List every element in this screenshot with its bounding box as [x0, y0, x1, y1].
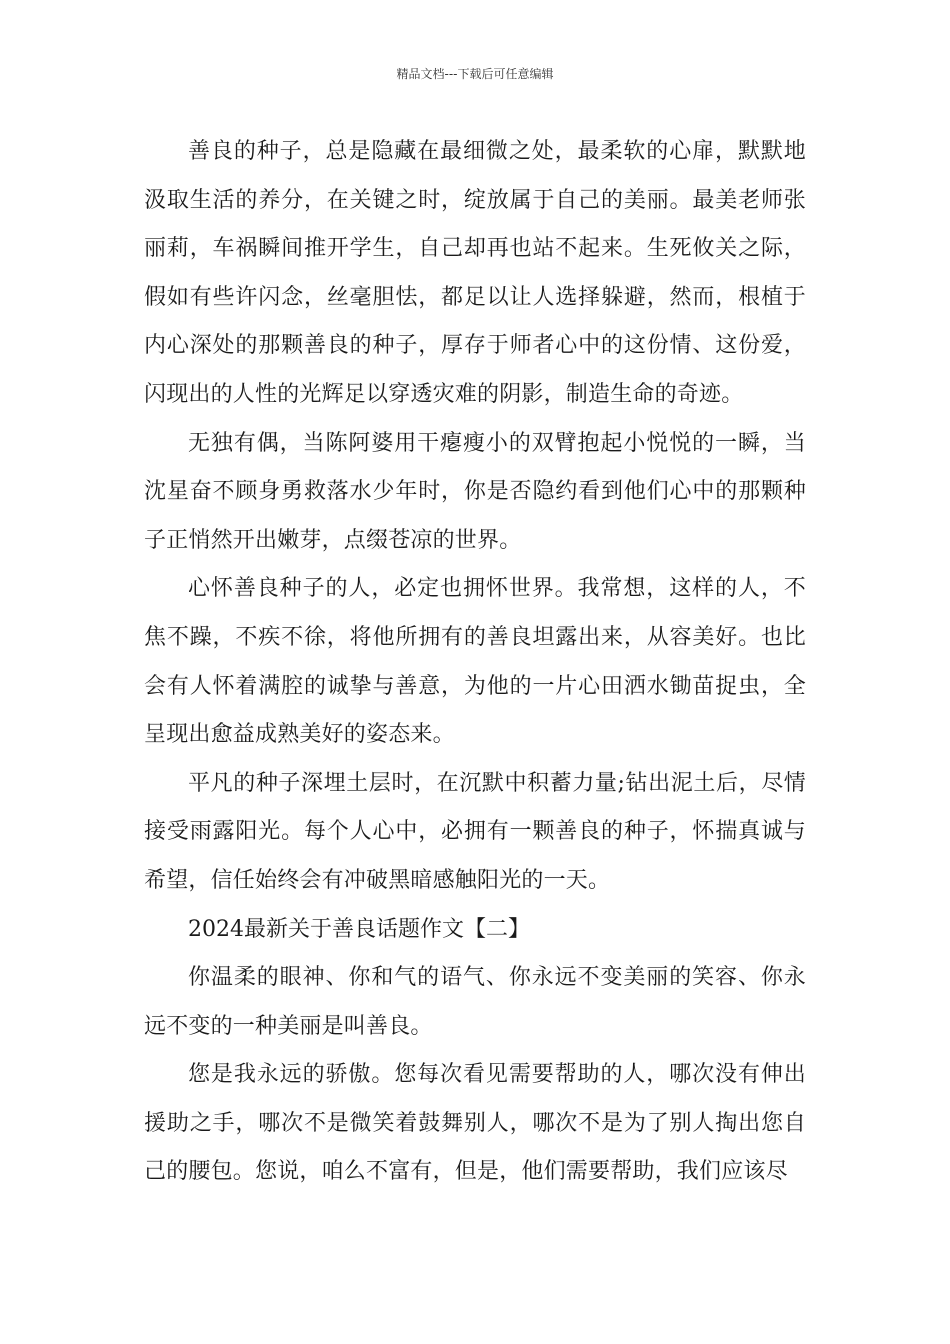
section-heading: 2024最新关于善良话题作文【二】 [188, 916, 530, 942]
page-header: 精品文档---下载后可任意编辑 [396, 67, 554, 81]
paragraph-seed-of-kindness: 善良的种子，总是隐藏在最细微之处，最柔软的心扉，默默地汲取生活的养分，在关键之时，绽放属于自己的美丽。最美老师张丽莉，车祸瞬间推开学生，自己却再也站不起来。生死攸关之际，假如有些许闪念，丝毫胆怯，都足以让人选择躲避，然而，根植于内心深处的那颗善良的种子，厚存于师者心中的这份情、这份爱，闪现出的人性的光辉足以穿透灾难的阴影，制造生命的奇迹。 [144, 139, 806, 407]
paragraph-ordinary-seed: 平凡的种子深埋土层时，在沉默中积蓄力量;钻出泥土后，尽情接受雨露阳光。每个人心中，必拥有一颗善良的种子，怀揣真诚与希望，信任始终会有冲破黑暗感触阳光的一天。 [144, 770, 806, 893]
paragraph-gentle-eyes: 你温柔的眼神、你和气的语气、你永远不变美丽的笑容、你永远不变的一种美丽是叫善良。 [144, 965, 806, 1039]
paragraph-examples: 无独有偶，当陈阿婆用干瘪瘦小的双臂抱起小悦悦的一瞬，当沈星奋不顾身勇救落水少年时，你是否隐约看到他们心中的那颗种子正悄然开出嫩芽，点缀苍凉的世界。 [144, 430, 806, 553]
paragraph-embrace-world: 心怀善良种子的人，必定也拥怀世界。我常想，这样的人，不焦不躁，不疾不徐，将他所拥有的善良坦露出来，从容美好。也比会有人怀着满腔的诚挚与善意，为他的一片心田洒水锄苗捉虫，全呈现出愈益成熟美好的姿态来。 [144, 576, 806, 748]
document-body [144, 128, 806, 1197]
paragraph-my-pride: 您是我永远的骄傲。您每次看见需要帮助的人，哪次没有伸出援助之手，哪次不是微笑着鼓舞别人，哪次不是为了别人掏出您自己的腰包。您说，咱么不富有，但是，他们需要帮助，我们应该尽 [144, 1062, 806, 1185]
